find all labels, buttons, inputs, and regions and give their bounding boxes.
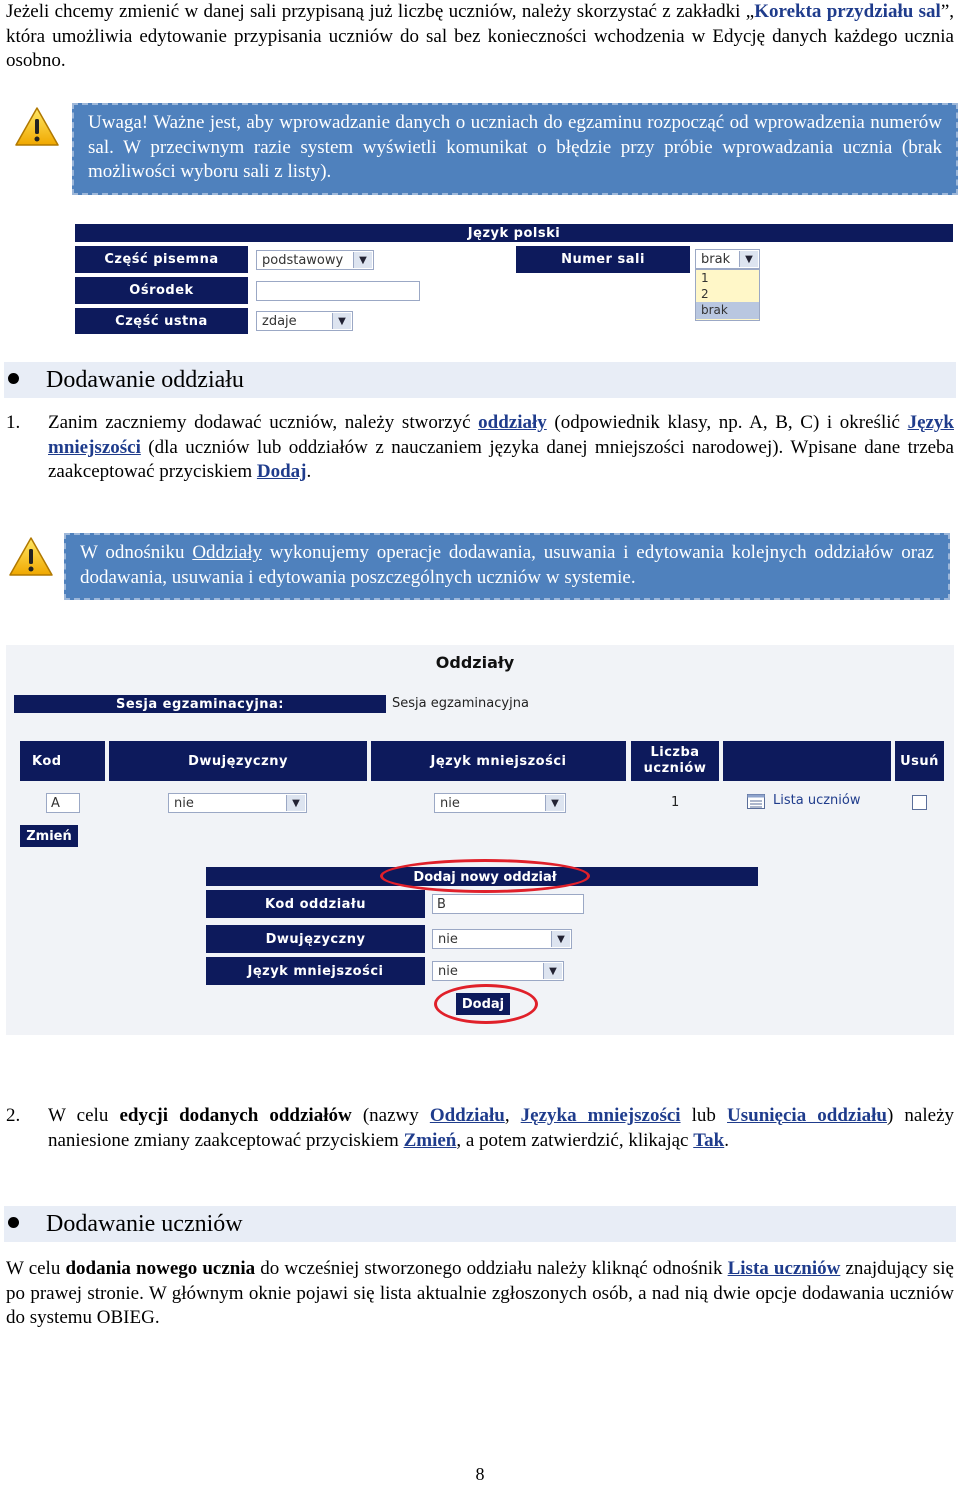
chevron-down-icon: ▼: [332, 313, 351, 329]
dodaj-button[interactable]: Dodaj: [456, 993, 510, 1015]
usuniecia-oddzialu-link[interactable]: Usunięcia oddziału: [727, 1105, 887, 1126]
select-numer-sali-value: brak: [701, 251, 731, 267]
row-dwujezyczny-select[interactable]: [168, 793, 307, 813]
step-2-text: .: [724, 1129, 729, 1151]
section-dodawanie-oddzialu: [4, 362, 956, 398]
label-osrodek: Ośrodek: [75, 277, 248, 304]
label-sesja: Sesja egzaminacyjna:: [14, 695, 386, 713]
step-2-text: lub: [680, 1105, 728, 1126]
language-header: Język polski: [75, 224, 953, 242]
lista-uczniow-text-link[interactable]: Lista uczniów: [727, 1258, 841, 1279]
bullet-icon: [8, 373, 19, 384]
label-czesc-pisemna: Część pisemna: [75, 246, 248, 273]
row-kod-input[interactable]: A: [46, 793, 80, 813]
row-jezyk-value: nie: [440, 795, 460, 811]
oddzialy-title: Oddziały: [435, 653, 515, 672]
select-new-jezyk-value: nie: [438, 963, 458, 979]
exam-form-screenshot: [75, 224, 955, 334]
intro-text-a: Jeżeli chcemy zmienić w danej sali przypisaną już liczbę uczniów, należy skorzystać z zakładki „: [6, 1, 755, 22]
final-text: W celu: [6, 1258, 66, 1279]
input-kod-oddzialu[interactable]: B: [432, 894, 584, 914]
step-1-text: Zanim zaczniemy dodawać uczniów, należy stworzyć: [48, 412, 479, 433]
step-1-text: (dla uczniów lub oddziałów z nauczaniem języka danej mniejszości narodowej). Wpisane dane trzeba zaakceptować przyciskiem: [48, 436, 954, 482]
final-text: do wcześniej stworzonego oddziału należy kliknąć odnośnik: [255, 1258, 728, 1279]
chevron-down-icon: ▼: [353, 252, 372, 268]
step-2-bold: edycji dodanych oddziałów: [119, 1105, 352, 1126]
dodaj-link[interactable]: Dodaj: [256, 461, 307, 482]
row-dwujezyczny-value: nie: [174, 795, 194, 811]
final-bold: dodania nowego ucznia: [65, 1258, 256, 1279]
zmien-button[interactable]: Zmień: [20, 825, 78, 847]
select-czesc-ustna-value: zdaje: [262, 313, 297, 329]
final-paragraph: [6, 1257, 954, 1331]
select-czesc-pisemna[interactable]: [256, 250, 374, 270]
highlight-oval: [380, 859, 590, 893]
intro-text-b: ”, która umożliwia edytowanie przypisania uczniów do sal bez konieczności wchodzenia w Edycję danych każdego ucznia osobno.: [6, 1, 954, 71]
step-2-text: (nazwy: [351, 1105, 430, 1126]
row-jezyk-select[interactable]: [434, 793, 566, 813]
input-osrodek[interactable]: [256, 281, 420, 301]
chevron-down-icon: ▼: [545, 795, 564, 811]
step-2-text: ) należy naniesione zmiany zaakceptować przyciskiem: [48, 1105, 954, 1151]
col-jezyk-mniejszosci: Język mniejszości: [371, 741, 626, 781]
select-new-dwujezyczny[interactable]: [432, 929, 572, 949]
oddzialy-note-link[interactable]: Oddziały: [192, 542, 262, 563]
chevron-down-icon: ▼: [739, 251, 758, 267]
col-kod: Kod: [20, 741, 105, 781]
jezyka-mniejszosci-link[interactable]: Języka mniejszości: [520, 1105, 681, 1126]
col-dwujezyczny: Dwujęzyczny: [109, 741, 367, 781]
select-czesc-pisemna-value: podstawowy: [262, 252, 344, 268]
select-numer-sali[interactable]: [695, 249, 760, 269]
label-new-dwujezyczny: Dwujęzyczny: [206, 925, 425, 953]
oddzialy-screenshot: [6, 645, 954, 1035]
info-note-text: W odnośniku: [80, 542, 193, 563]
warning-icon: [8, 536, 54, 578]
label-new-jezyk: Język mniejszości: [206, 957, 425, 985]
highlight-oval: [434, 984, 538, 1024]
chevron-down-icon: ▼: [286, 795, 305, 811]
section-title: Dodawanie oddziału: [46, 367, 244, 393]
step-2-text: ,: [504, 1105, 521, 1126]
chevron-down-icon: ▼: [543, 963, 562, 979]
page-number: 8: [475, 1464, 485, 1484]
label-kod-oddzialu: Kod oddziału: [206, 890, 425, 918]
intro-paragraph: [6, 0, 954, 74]
label-czesc-ustna: Część ustna: [75, 308, 248, 334]
step-1-paragraph: [48, 411, 954, 485]
new-oddzial-title: Dodaj nowy oddział: [413, 869, 557, 885]
step-1-number: 1.: [6, 412, 21, 433]
step-1-text: .: [306, 461, 312, 482]
korekta-link[interactable]: Korekta przydziału sal: [754, 1, 941, 22]
sala-option[interactable]: 1: [701, 271, 709, 285]
info-note-oddzialy: [64, 533, 950, 600]
tak-link[interactable]: Tak: [693, 1129, 725, 1151]
col-blank: [723, 741, 891, 781]
sala-option[interactable]: 2: [701, 287, 709, 301]
step-2-paragraph: [48, 1104, 954, 1153]
label-numer-sali: Numer sali: [516, 246, 690, 273]
warning-note-sale: [72, 103, 958, 195]
bullet-icon: [8, 1217, 19, 1228]
oddzialy-link[interactable]: oddziały: [478, 412, 547, 433]
col-usun: Usuń: [895, 741, 944, 781]
warning-icon: [14, 106, 60, 148]
row-liczba-uczniow: 1: [671, 795, 680, 810]
chevron-down-icon: ▼: [551, 931, 570, 947]
sala-option-selected[interactable]: brak: [696, 302, 759, 319]
col-liczba-uczniow: Liczba uczniów: [631, 741, 719, 781]
lista-uczniow-link[interactable]: Lista uczniów: [773, 793, 861, 808]
step-2-number: 2.: [6, 1105, 21, 1126]
info-note-text: wykonujemy operacje dodawania, usuwania i edytowania kolejnych oddziałów oraz dodawania, usuwania i edytowania poszczególnych uczniów w systemie.: [80, 542, 934, 588]
step-2-text: W celu: [48, 1105, 120, 1126]
list-icon[interactable]: [747, 794, 765, 809]
sala-dropdown-list: [695, 269, 760, 321]
select-new-dwujezyczny-value: nie: [438, 931, 458, 947]
usun-checkbox[interactable]: [912, 795, 927, 810]
oddzialu-link[interactable]: Oddziału: [429, 1105, 505, 1126]
warning-note-text: Uwaga! Ważne jest, aby wprowadzanie danych o uczniach do egzaminu rozpocząć od wprowadzenia numerów sal. W przeciwnym razie system wyświetli komunikat o błędzie przy próbie wprowadzania ucznia (brak możliwości wyboru sali z listy).: [88, 112, 942, 182]
value-sesja: Sesja egzaminacyjna: [392, 696, 529, 711]
zmien-link[interactable]: Zmień: [403, 1129, 457, 1151]
section-dodawanie-uczniow: [4, 1206, 956, 1242]
step-1-text: (odpowiednik klasy, np. A, B, C) i określić: [546, 412, 908, 433]
select-new-jezyk[interactable]: [432, 961, 564, 981]
jezyk-mniejszosci-link[interactable]: Język mniejszości: [48, 412, 954, 458]
select-czesc-ustna[interactable]: [256, 311, 353, 331]
final-text: znajdujący się po prawej stronie. W głównym oknie pojawi się lista aktualnie zgłoszonych osób, a nad nią dwie opcje dodawania uczniów do systemu OBIEG.: [6, 1258, 954, 1328]
section-title: Dodawanie uczniów: [46, 1211, 243, 1237]
step-2-text: , a potem zatwierdzić, klikając: [456, 1129, 694, 1151]
